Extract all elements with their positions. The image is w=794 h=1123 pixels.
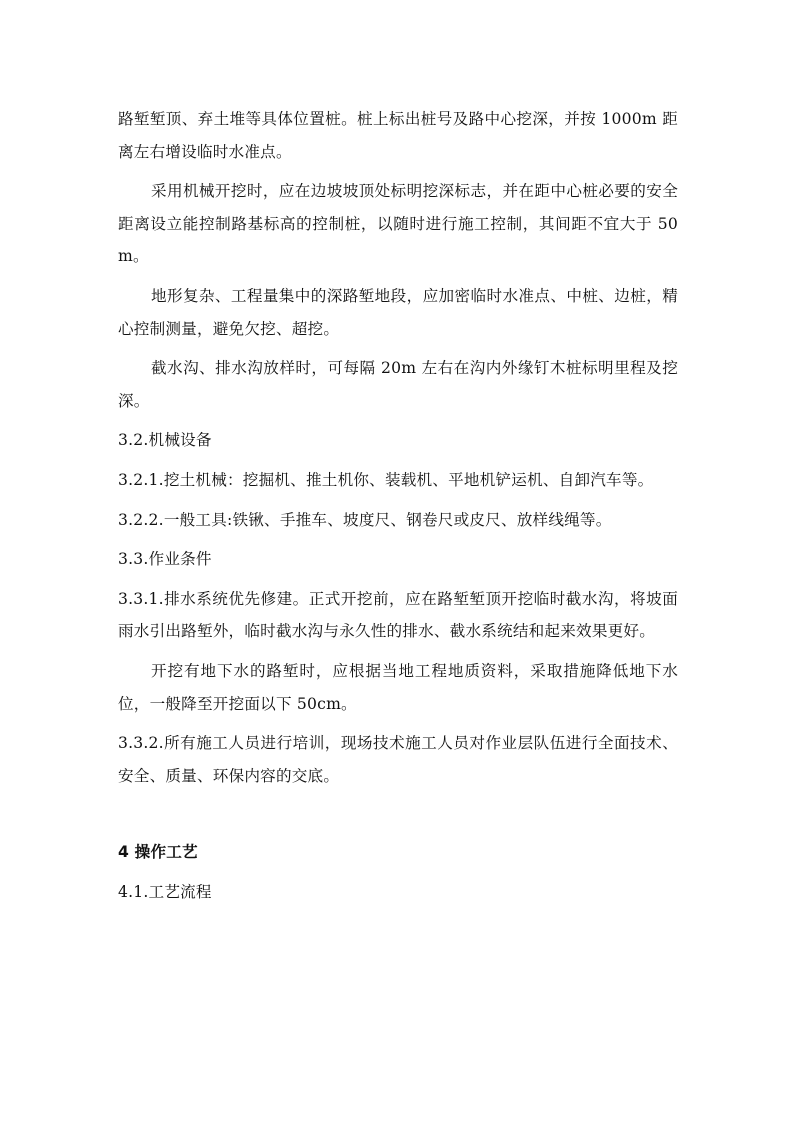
paragraph-mechanical-excavation: 采用机械开挖时，应在边坡坡顶处标明挖深标志，并在距中心桩必要的安全距离设立能控制路基标高的控制桩，以随时进行施工控制，其间距不宜大于 50m。: [118, 182, 678, 266]
list-item-earthmoving-machinery: 3.2.1.挖土机械：挖掘机、推土机你、装载机、平地机铲运机、自卸汽车等。: [118, 470, 654, 489]
paragraph-groundwater: 开挖有地下水的路堑时，应根据当地工程地质资料，采取措施降低地下水位，一般降至开挖面以下 50cm。: [118, 661, 678, 713]
paragraph-survey-stakes: 路堑堑顶、弃土堆等具体位置桩。桩上标出桩号及路中心挖深，并按 1000m 距离左右增设临时水准点。: [118, 110, 678, 161]
document-body: [118, 103, 678, 908]
paragraph-drainage-system: 3.3.1.排水系统优先修建。正式开挖前，应在路堑堑顶开挖临时截水沟，将坡面雨水引出路堑外，临时截水沟与永久性的排水、截水系统结和起来效果更好。: [118, 589, 678, 641]
section-heading-operation-process: 4 操作工艺: [118, 843, 198, 862]
section-heading-work-conditions: 3.3.作业条件: [118, 550, 212, 569]
section-heading-machinery: 3.2.机械设备: [118, 431, 212, 450]
section-heading-process-flow: 4.1.工艺流程: [118, 882, 212, 901]
list-item-general-tools: 3.2.2.一般工具:铁锹、手推车、坡度尺、钢卷尺或皮尺、放样线绳等。: [118, 510, 612, 529]
paragraph-complex-terrain: 地形复杂、工程量集中的深路堑地段，应加密临时水准点、中桩、边桩，精心控制测量，避免欠挖、超挖。: [118, 286, 678, 338]
paragraph-ditch-layout: 截水沟、排水沟放样时，可每隔 20m 左右在沟内外缘钉木桩标明里程及挖深。: [118, 359, 678, 410]
paragraph-staff-training: 3.3.2.所有施工人员进行培训，现场技术施工人员对作业层队伍进行全面技术、安全、质量、环保内容的交底。: [118, 734, 678, 785]
